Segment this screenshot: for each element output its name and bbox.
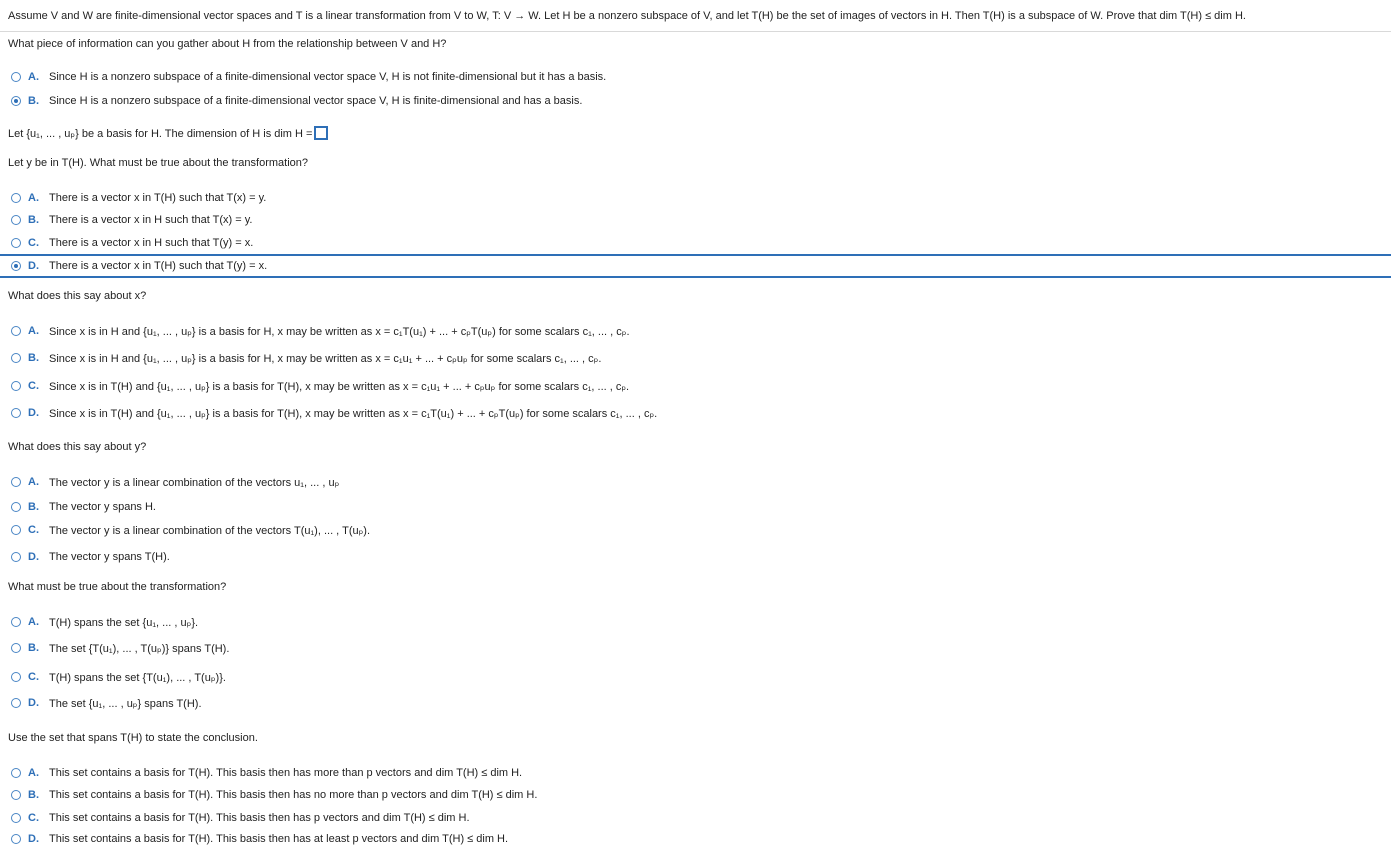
q6-option-d[interactable]: D. This set contains a basis for T(H). This basis then has at least p vectors and dim T(H) ≤ dim H. bbox=[0, 830, 1391, 850]
q6-option-c[interactable]: C. This set contains a basis for T(H). This basis then has p vectors and dim T(H) ≤ dim H. bbox=[0, 809, 1391, 829]
radio-button[interactable] bbox=[11, 768, 21, 778]
q4-option-b[interactable]: B. The vector y spans H. bbox=[0, 498, 1391, 518]
q6-option-b[interactable]: B. This set contains a basis for T(H). This basis then has no more than p vectors and dim T(H) ≤ dim H. bbox=[0, 786, 1391, 806]
radio-button[interactable] bbox=[11, 477, 21, 487]
q3-option-b[interactable]: B. Since x is in H and {u₁, ... , uₚ} is a basis for H, x may be written as x = c₁u₁ + ... + cₚuₚ for some scalars c₁, ... , cₚ. bbox=[0, 349, 1391, 369]
q5-option-b[interactable]: B. The set {T(u₁), ... , T(uₚ)} spans T(H). bbox=[0, 639, 1391, 659]
q3-option-c[interactable]: C. Since x is in T(H) and {u₁, ... , uₚ} is a basis for T(H), x may be written as x = c₁u₁ + ... + cₚuₚ for some scalars c₁, ... , cₚ. bbox=[0, 377, 1391, 397]
radio-button[interactable] bbox=[11, 502, 21, 512]
radio-button[interactable] bbox=[11, 238, 21, 248]
question-4-prompt: What does this say about y? bbox=[8, 441, 147, 453]
radio-button[interactable] bbox=[11, 72, 21, 82]
q5-option-d[interactable]: D. The set {u₁, ... , uₚ} spans T(H). bbox=[0, 694, 1391, 714]
radio-button[interactable] bbox=[11, 698, 21, 708]
q4-option-d[interactable]: D. The vector y spans T(H). bbox=[0, 548, 1391, 568]
radio-button-selected[interactable] bbox=[11, 261, 21, 271]
q5-option-c[interactable]: C. T(H) spans the set {T(u₁), ... , T(uₚ)}. bbox=[0, 668, 1391, 688]
q2-option-a[interactable]: A. There is a vector x in T(H) such that T(x) = y. bbox=[0, 189, 1391, 209]
q2-option-c[interactable]: C. There is a vector x in H such that T(y) = x. bbox=[0, 234, 1391, 254]
radio-button[interactable] bbox=[11, 552, 21, 562]
radio-button[interactable] bbox=[11, 672, 21, 682]
radio-button[interactable] bbox=[11, 790, 21, 800]
radio-button[interactable] bbox=[11, 353, 21, 363]
radio-button[interactable] bbox=[11, 193, 21, 203]
q3-option-d[interactable]: D. Since x is in T(H) and {u₁, ... , uₚ} is a basis for T(H), x may be written as x = c₁T(u₁) + ... + cₚT(uₚ) for some scalars c₁, ... , cₚ. bbox=[0, 404, 1391, 424]
q2-option-d[interactable]: D. There is a vector x in T(H) such that T(y) = x. bbox=[0, 254, 1391, 278]
q4-option-c[interactable]: C. The vector y is a linear combination of the vectors T(u₁), ... , T(uₚ). bbox=[0, 521, 1391, 541]
radio-button[interactable] bbox=[11, 813, 21, 823]
q6-option-a[interactable]: A. This set contains a basis for T(H). This basis then has more than p vectors and dim T(H) ≤ dim H. bbox=[0, 764, 1391, 784]
q1-option-a[interactable]: A. Since H is a nonzero subspace of a finite-dimensional vector space V, H is not finite-dimensional but it has a basis. bbox=[0, 68, 1391, 88]
problem-statement: Assume V and W are finite-dimensional vector spaces and T is a linear transformation from V to W, T: V → W. Let H be a nonzero subspace of V, and let T(H) be the set of images of vectors in H. Then T(H) is a subspace of W. Prove that dim T(H) ≤ dim H. bbox=[8, 10, 1246, 22]
radio-button[interactable] bbox=[11, 643, 21, 653]
q3-option-a[interactable]: A. Since x is in H and {u₁, ... , uₚ} is a basis for H, x may be written as x = c₁T(u₁) + ... + cₚT(uₚ) for some scalars c₁, ... , cₚ. bbox=[0, 322, 1391, 342]
q1-option-b[interactable]: B. Since H is a nonzero subspace of a finite-dimensional vector space V, H is finite-dimensional and has a basis. bbox=[0, 92, 1391, 112]
radio-button[interactable] bbox=[11, 381, 21, 391]
radio-button[interactable] bbox=[11, 525, 21, 535]
q2-option-b[interactable]: B. There is a vector x in H such that T(x) = y. bbox=[0, 211, 1391, 231]
question-6-prompt: Use the set that spans T(H) to state the conclusion. bbox=[8, 732, 258, 744]
radio-button[interactable] bbox=[11, 215, 21, 225]
question-5-prompt: What must be true about the transformation? bbox=[8, 581, 227, 593]
radio-button-selected[interactable] bbox=[11, 96, 21, 106]
question-3-prompt: What does this say about x? bbox=[8, 290, 147, 302]
q4-option-a[interactable]: A. The vector y is a linear combination of the vectors u₁, ... , uₚ bbox=[0, 473, 1391, 493]
radio-button[interactable] bbox=[11, 326, 21, 336]
question-1-prompt: What piece of information can you gather about H from the relationship between V and H? bbox=[8, 38, 447, 50]
question-2-prompt: Let y be in T(H). What must be true about the transformation? bbox=[8, 157, 308, 169]
q5-option-a[interactable]: A. T(H) spans the set {u₁, ... , uₚ}. bbox=[0, 613, 1391, 633]
basis-statement: Let {u₁, ... , uₚ} be a basis for H. The dimension of H is dim H = bbox=[8, 126, 328, 140]
radio-button[interactable] bbox=[11, 617, 21, 627]
problem-header bbox=[0, 0, 1391, 32]
radio-button[interactable] bbox=[11, 834, 21, 844]
radio-button[interactable] bbox=[11, 408, 21, 418]
dim-h-answer-box[interactable] bbox=[314, 126, 328, 140]
